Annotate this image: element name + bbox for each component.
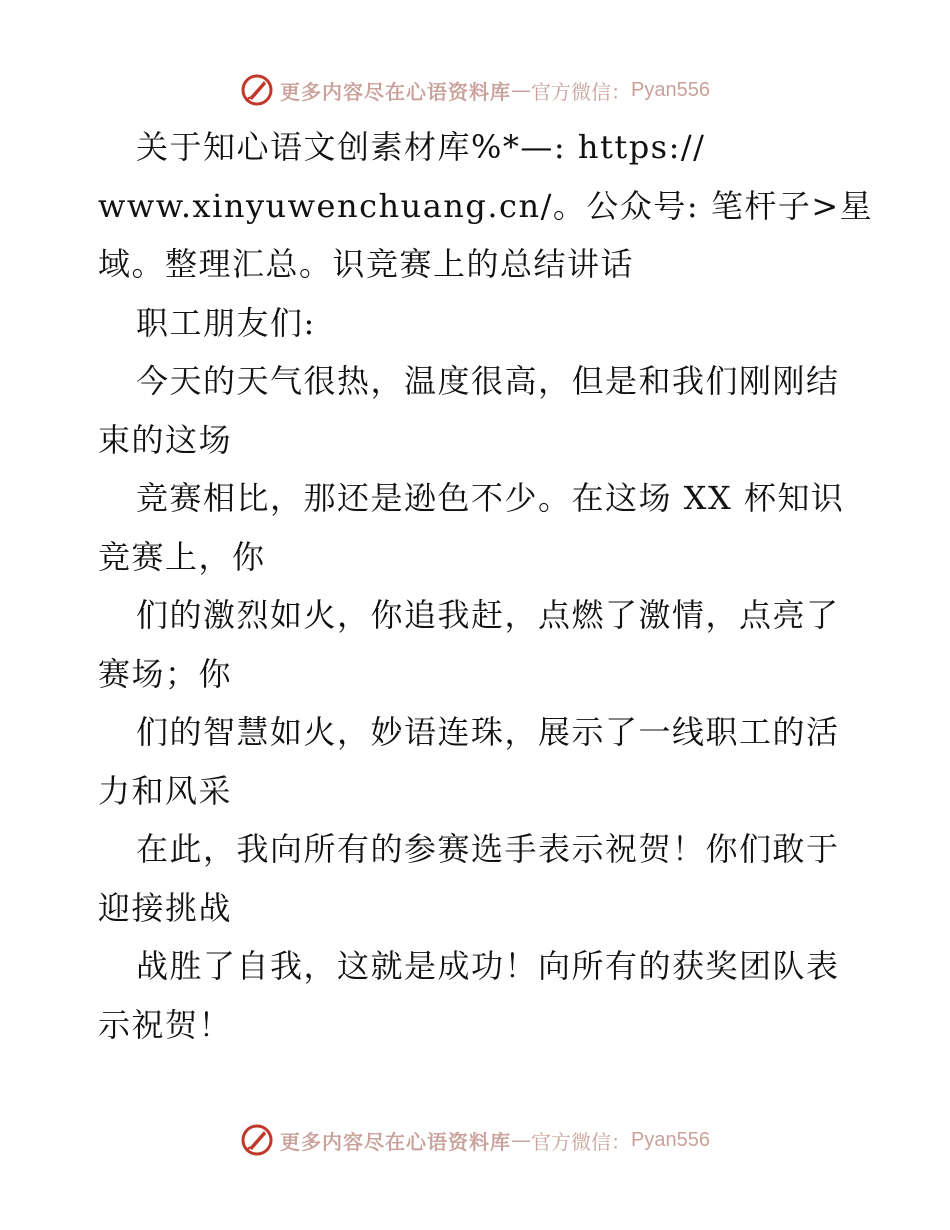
text-line: 战胜了自我，这就是成功！向所有的获奖团队表 (136, 947, 840, 985)
watermark-wechat-id: Pyan556 (631, 1128, 710, 1151)
watermark-separator: — (511, 1128, 532, 1152)
text-line: 竞赛相比，那还是逊色不少。在这场 XX 杯知识 (136, 479, 845, 517)
text-line: 在此，我向所有的参赛选手表示祝贺！你们敢于 (136, 830, 840, 868)
text-line: 示祝贺！ (98, 1005, 233, 1044)
watermark-wechat-label: 官方微信： (531, 79, 632, 104)
header-watermark (0, 70, 950, 110)
watermark-wechat-label: 官方微信： (531, 1129, 632, 1154)
quill-pen-logo-icon (240, 73, 274, 107)
footer-watermark (0, 1120, 950, 1160)
text-line: 力和风采 (98, 771, 233, 810)
text-line: 今天的天气很热，温度很高，但是和我们刚刚结 (136, 362, 840, 400)
text-line: 束的这场 (98, 420, 233, 459)
text-line: 职工朋友们: (136, 303, 316, 342)
watermark-site-text: 更多内容尽在心语资料库 (280, 79, 512, 104)
text-line: www.xinyuwenchuang.cn/。公众号: 笔杆子>星 (98, 186, 874, 225)
text-line: 域。整理汇总。识竞赛上的总结讲话 (98, 245, 635, 283)
text-line: 迎接挑战 (98, 888, 233, 927)
text-line: 竞赛上，你 (98, 537, 266, 576)
watermark-separator: — (511, 78, 532, 102)
text-line: 们的激烈如火，你追我赶，点燃了激情，点亮了 (136, 596, 840, 634)
text-line: 关于知心语文创素材库%*—: https:// (136, 128, 706, 166)
text-line: 赛场；你 (98, 654, 233, 693)
quill-pen-logo-icon (240, 1123, 274, 1157)
watermark-site-text: 更多内容尽在心语资料库 (280, 1129, 512, 1154)
document-body (98, 118, 874, 1054)
text-line: 们的智慧如火，妙语连珠，展示了一线职工的活 (136, 713, 840, 751)
watermark-wechat-id: Pyan556 (631, 78, 710, 101)
